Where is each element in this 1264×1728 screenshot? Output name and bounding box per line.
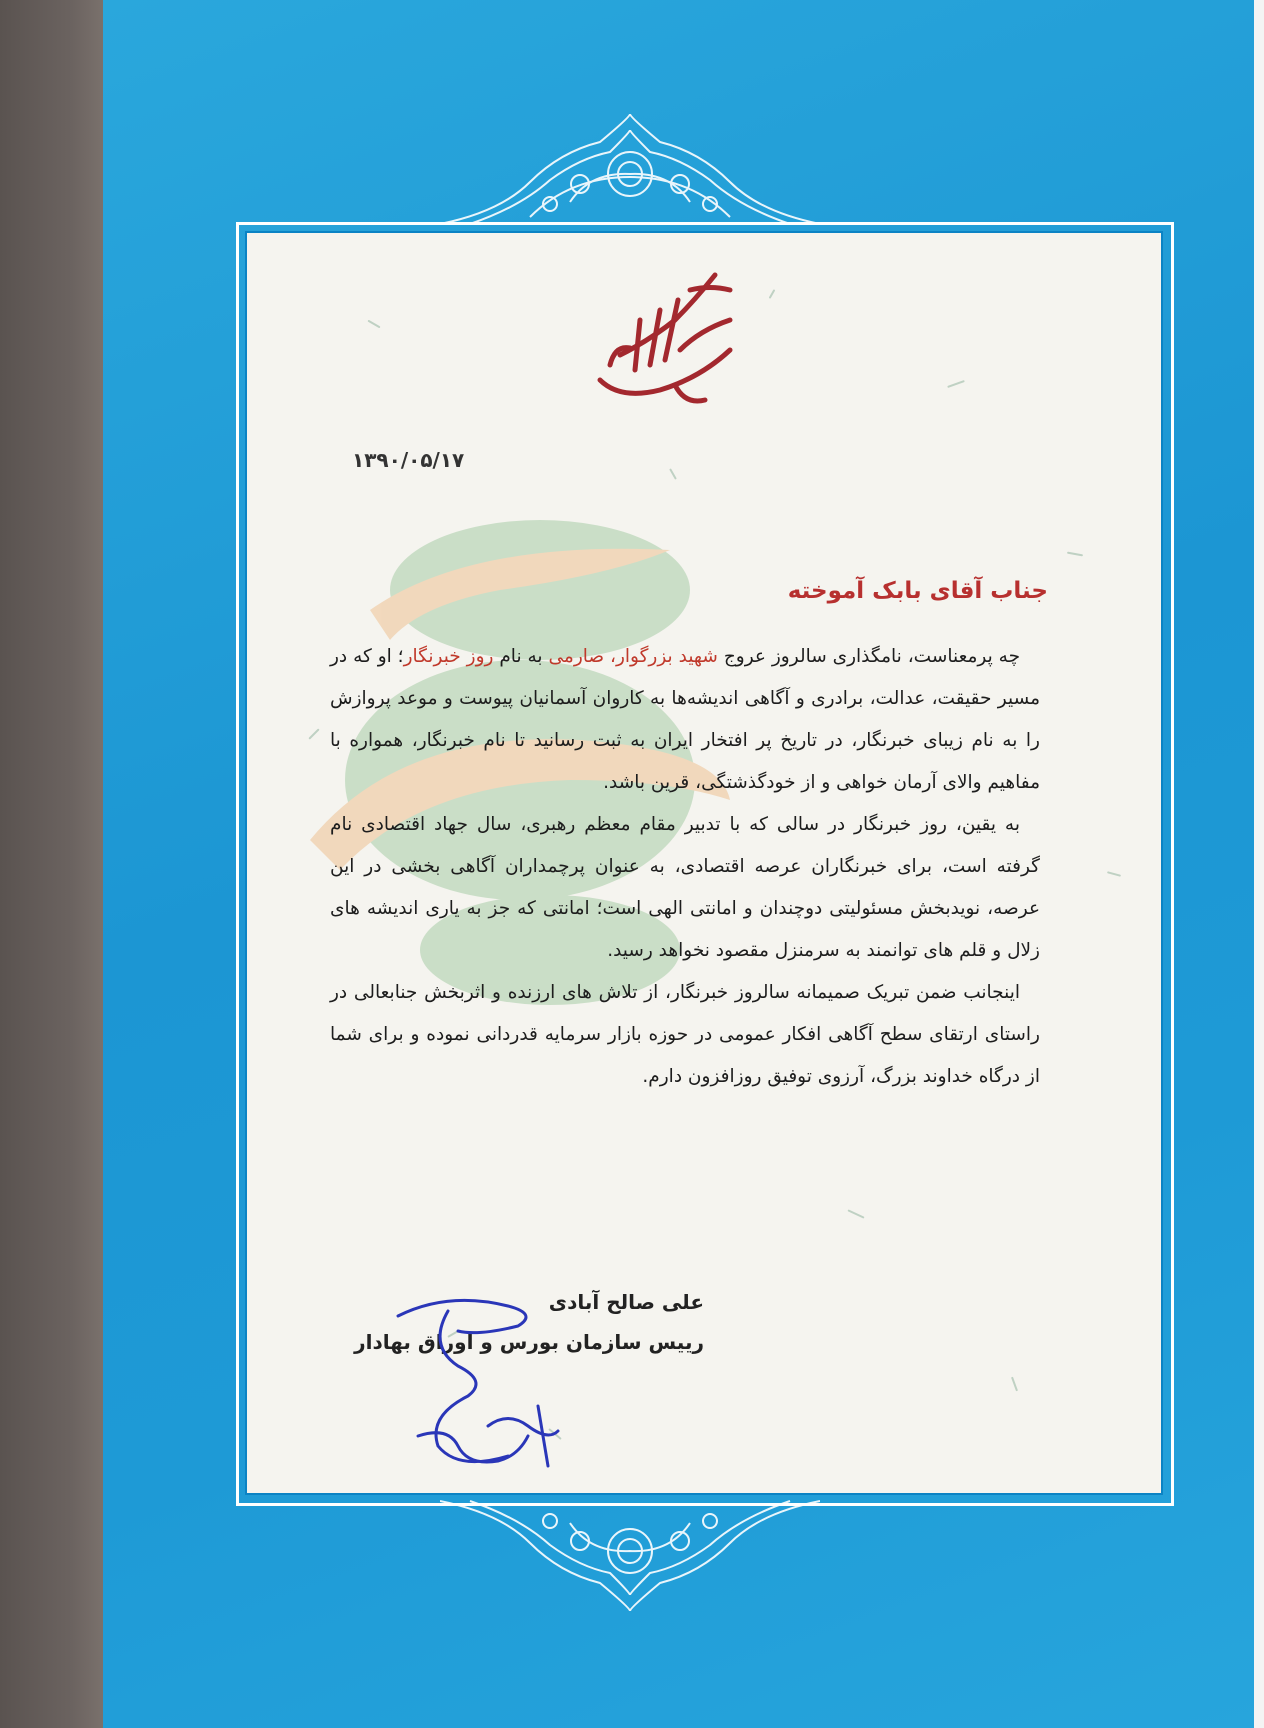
paragraph-2: به یقین، روز خبرنگار در سالی که با تدبیر مقام معظم رهبری، سال جهاد اقتصادی نام گرفته است، برای خبرنگاران عرصه اقتصادی، به عنوان پرچمداران آگاهی بخشی در این عرصه، نویدبخش مسئولیتی دوچندان و امانتی الهی است؛ امانتی که جز به یاری اندیشه های زلال و قلم های توانمند به سرمنزل مقصود نخواهد رسید.: [330, 814, 1040, 961]
paragraph-1: [330, 636, 1040, 804]
paragraph-1-part1: چه پرمعناست، نامگذاری سالروز عروج: [717, 646, 1021, 667]
paragraph-1-part3: ؛ او که در مسیر حقیقت، عدالت، برادری و آگاهی اندیشه‌ها به کاروان آسمانیان پیوست و موعد پروازش را به نام زیبای خبرنگار، در تاریخ پر افتخار ایران به ثبت رسانید تا نام خبرنگار، همواره با مفاهیم والای آرمان خواهی و از خودگذشتگی، قرین باشد.: [330, 646, 1040, 793]
martyr-name-highlight: شهید بزرگوار، صارمی: [548, 646, 718, 667]
signatory-name: علی صالح آبادی: [548, 1290, 704, 1314]
letter-body: [330, 636, 1040, 1098]
paragraph-1-part2: به نام: [493, 646, 549, 667]
recipient-heading: جناب آقای بابک آموخته: [787, 578, 1048, 604]
scan-edge: [1254, 0, 1264, 1728]
letter-date: ۱۳۹۰/۰۵/۱۷: [352, 448, 465, 472]
signatory-title: رییس سازمان بورس و اوراق بهادار: [354, 1330, 704, 1354]
journalist-day-highlight: روز خبرنگار: [403, 646, 494, 667]
basmala-calligraphy-icon: [580, 260, 750, 410]
bottom-ornament-icon: [440, 1498, 820, 1613]
paragraph-3: اینجانب ضمن تبریک صمیمانه سالروز خبرنگار، از تلاش های ارزنده و اثربخش جنابعالی در راستای ارتقای سطح آگاهی افکار عمومی در حوزه بازار سرمایه قدردانی نموده و برای شما از درگاه خداوند بزرگ، آرزوی توفیق روزافزون دارم.: [330, 982, 1040, 1087]
top-ornament-icon: [440, 112, 820, 227]
scan-background-strip: [0, 0, 103, 1728]
handwritten-signature-icon: [388, 1286, 568, 1486]
